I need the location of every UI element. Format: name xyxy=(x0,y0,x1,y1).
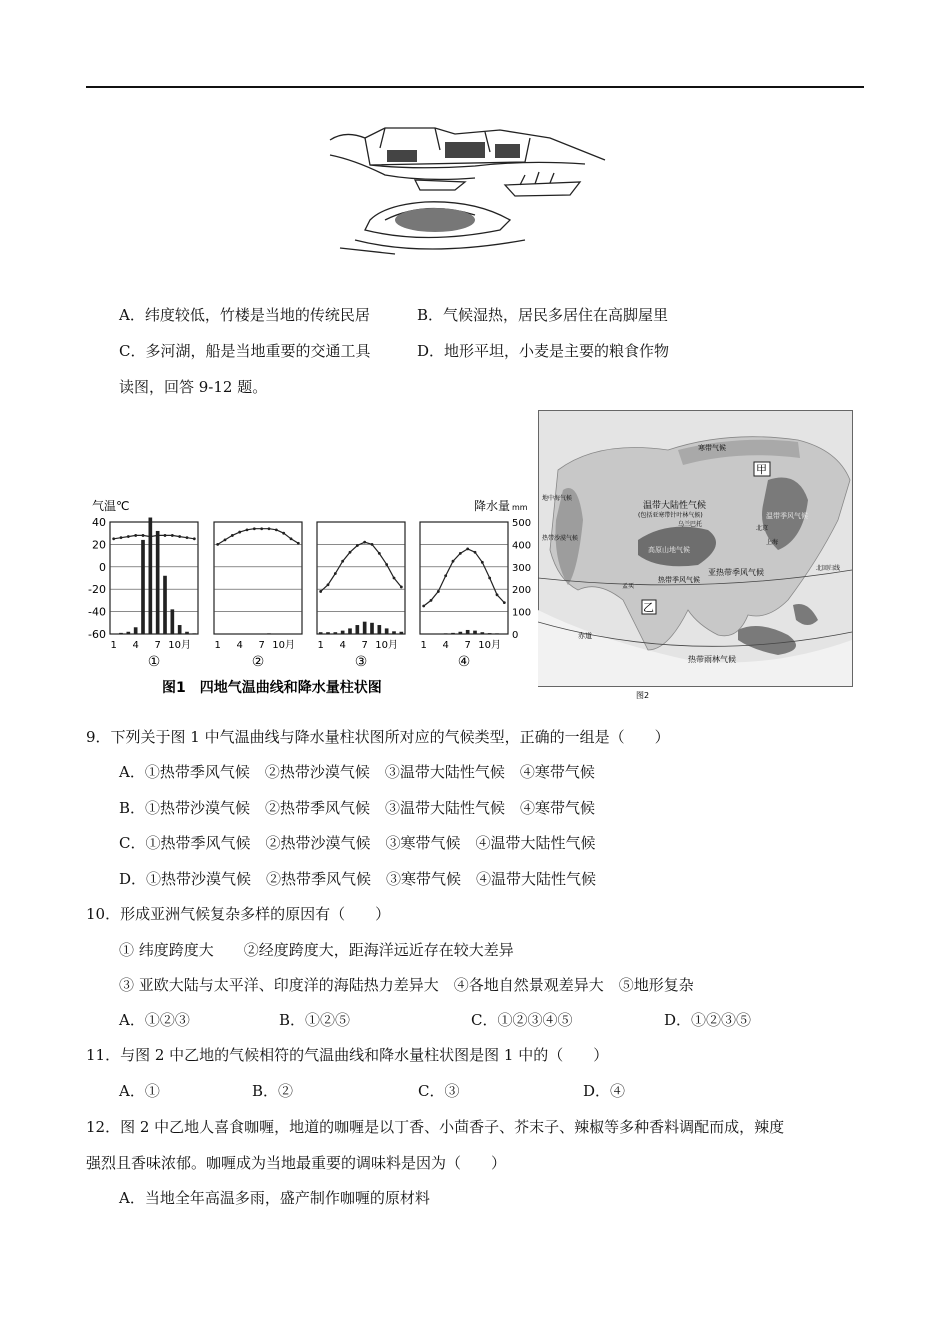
fig1-precip-bar xyxy=(119,633,123,634)
fig1-temp-point xyxy=(319,590,322,593)
fig1-panel-frame xyxy=(420,522,508,634)
fig1-temp-point xyxy=(327,583,330,586)
fig1-precip-bar xyxy=(156,531,160,634)
fig1-precip-bar xyxy=(326,632,330,634)
q11-option-a: A．① xyxy=(119,1082,160,1100)
fig1-temp-point xyxy=(466,547,469,550)
fig1-precip-tick: 0 xyxy=(512,630,519,641)
q9-option-c: C．①热带季风气候 ②热带沙漠气候 ③寒带气候 ④温带大陆性气候 xyxy=(119,834,596,852)
fig1-precip-bar xyxy=(466,630,470,634)
fig1-temp-point xyxy=(156,534,159,537)
figure-1-climographs xyxy=(86,480,532,702)
fig1-precip-bar xyxy=(370,623,374,634)
fig1-month-tick: 10月 xyxy=(272,640,296,651)
fig1-temp-point xyxy=(142,534,145,537)
fig1-precip-bar xyxy=(378,625,382,634)
fig1-temp-point xyxy=(171,534,174,537)
fig1-precip-bar xyxy=(451,633,455,634)
map-label-subtropical-monsoon: 亚热带季风气候 xyxy=(708,568,764,577)
fig1-panel-frame xyxy=(317,522,405,634)
fig1-month-tick: 1 xyxy=(110,640,117,651)
q8-option-d: D．地形平坦，小麦是主要的粮食作物 xyxy=(417,342,670,360)
map-label-cold-zone: 寒带气候 xyxy=(698,444,726,452)
fig1-precip-bar xyxy=(334,632,338,634)
fig1-temp-point xyxy=(282,532,285,535)
fig1-month-tick: 10月 xyxy=(478,640,502,651)
fig1-temp-tick: -40 xyxy=(88,605,106,619)
fig1-precip-bar xyxy=(385,628,389,634)
q10-option-d: D．①②③⑤ xyxy=(664,1011,752,1029)
fig1-temp-point xyxy=(363,541,366,544)
map-label-beijing: 北京 xyxy=(756,525,769,532)
fig1-precip-bar xyxy=(163,576,167,634)
q10-line-1: ① 纬度跨度大 ②经度跨度大，距海洋远近存在较大差异 xyxy=(119,941,514,959)
q11-stem: 11．与图 2 中乙地的气候相符的气温曲线和降水量柱状图是图 1 中的（ ） xyxy=(86,1046,609,1064)
q9-option-a: A．①热带季风气候 ②热带沙漠气候 ③温带大陆性气候 ④寒带气候 xyxy=(119,763,595,781)
q8-option-c: C．多河湖，船是当地重要的交通工具 xyxy=(119,342,371,360)
fig1-temp-line xyxy=(424,549,505,606)
fig1-precip-bar xyxy=(356,625,360,634)
fig1-panel-3 xyxy=(317,522,405,670)
map-label-shanghai: 上海 xyxy=(766,539,779,546)
fig1-panel-label: ① xyxy=(147,654,161,670)
fig1-month-tick: 1 xyxy=(420,640,427,651)
fig1-panel-frame xyxy=(110,522,198,634)
fig1-temp-point xyxy=(216,543,219,546)
fig1-temp-point xyxy=(371,543,374,546)
fig1-precip-bar xyxy=(319,632,323,634)
q12-stem-line-2: 强烈且香味浓郁。咖喱成为当地最重要的调味料是因为（ ） xyxy=(86,1154,507,1172)
fig1-temp-point xyxy=(481,561,484,564)
q11-option-c: C．③ xyxy=(418,1082,460,1100)
fig1-temp-tick: -20 xyxy=(88,583,106,597)
fig1-month-tick: 7 xyxy=(258,640,265,651)
fig1-precip-bar xyxy=(149,518,153,634)
fig1-month-tick: 4 xyxy=(442,640,449,651)
q9-option-d: D．①热带沙漠气候 ②热带季风气候 ③寒带气候 ④温带大陆性气候 xyxy=(119,870,597,888)
fig1-temp-point xyxy=(290,537,293,540)
map-label-rainforest: 热带雨林气候 xyxy=(688,655,736,664)
fig1-temp-point xyxy=(253,527,256,530)
fig1-temp-point xyxy=(496,593,499,596)
fig1-temp-point xyxy=(444,574,447,577)
q10-option-b: B．①②⑤ xyxy=(279,1011,351,1029)
fig1-panel-label: ③ xyxy=(354,654,368,670)
fig1-precip-bar xyxy=(141,540,145,634)
fig1-precip-bar xyxy=(400,632,404,634)
fig1-precip-bar xyxy=(363,622,367,634)
fig1-month-tick: 7 xyxy=(464,640,471,651)
fig1-temp-point xyxy=(503,601,506,604)
fig1-temp-point xyxy=(297,542,300,545)
fig1-precip-bar xyxy=(178,625,182,634)
map-label-temperate-sub: (包括亚寒带针叶林气候) xyxy=(638,512,703,519)
fig1-temp-point xyxy=(400,586,403,589)
fig1-temp-point xyxy=(164,534,167,537)
map-label-equator: 赤道 xyxy=(578,632,592,640)
fig1-precip-tick: 300 xyxy=(512,562,532,574)
q8-option-b: B．气候湿热，居民多居住在高脚屋里 xyxy=(417,306,669,324)
fig1-temp-tick: 40 xyxy=(92,516,106,529)
q8-option-a: A．纬度较低，竹楼是当地的传统民居 xyxy=(119,306,370,324)
fig1-precip-tick: 200 xyxy=(512,585,532,597)
fig1-temp-point xyxy=(120,536,123,539)
map-label-plateau: 高原山地气候 xyxy=(648,546,690,554)
fig1-panel-2 xyxy=(214,522,302,670)
fig1-panel-4 xyxy=(420,522,508,670)
fig1-temp-point xyxy=(430,599,433,602)
fig1-precip-bar xyxy=(341,631,345,634)
fig1-month-tick: 10月 xyxy=(168,640,192,651)
q12-stem-line-1: 12．图 2 中乙地人喜食咖喱，地道的咖喱是以丁香、小茴香子、芥末子、辣椒等多种香料调配而成，辣度 xyxy=(86,1118,785,1136)
fig1-precip-bar xyxy=(185,632,189,634)
fig1-precip-bar xyxy=(267,633,271,634)
fig1-panel-1 xyxy=(110,518,198,670)
fig1-precip-bar xyxy=(473,631,477,634)
fig1-month-tick: 1 xyxy=(317,640,324,651)
q10-option-a: A．①②③ xyxy=(119,1011,190,1029)
map-label-monsoon-temp: 温带季风气候 xyxy=(766,512,808,520)
fig1-temp-point xyxy=(178,535,181,538)
map-label-yi: 乙 xyxy=(643,601,654,614)
figure-2-asia-climate-map xyxy=(538,410,854,700)
fig1-temp-point xyxy=(260,527,263,530)
fig1-month-tick: 4 xyxy=(339,640,346,651)
map-label-temperate-continental: 温带大陆性气候 xyxy=(643,501,707,511)
q10-line-2: ③ 亚欧大陆与太平洋、印度洋的海陆热力差异大 ④各地自然景观差异大 ⑤地形复杂 xyxy=(119,976,694,994)
fig1-ylabel-left: 气温℃ xyxy=(92,499,130,513)
fig1-temp-point xyxy=(127,535,130,538)
map-label-ulaanbaatar: 乌兰巴托 xyxy=(678,521,703,528)
fig1-precip-bar xyxy=(459,632,463,634)
fig1-precip-bar xyxy=(171,609,175,634)
fig1-month-tick: 4 xyxy=(132,640,139,651)
fig1-precip-bar xyxy=(134,627,138,634)
fig1-month-tick: 1 xyxy=(214,640,221,651)
fig1-precip-bar xyxy=(193,633,197,634)
q9-option-b: B．①热带沙漠气候 ②热带季风气候 ③温带大陆性气候 ④寒带气候 xyxy=(119,799,596,817)
fig1-month-tick: 7 xyxy=(154,640,161,651)
fig1-unit-right: mm xyxy=(512,503,528,512)
fig1-precip-bar xyxy=(488,633,492,634)
fig1-precip-bar xyxy=(392,631,396,634)
map-label-jia: 甲 xyxy=(756,463,767,476)
fig1-temp-point xyxy=(422,605,425,608)
fig1-temp-point xyxy=(193,537,196,540)
fig1-temp-point xyxy=(186,536,189,539)
map-label-mengmai: 孟买 xyxy=(622,583,635,590)
fig1-temp-point xyxy=(488,577,491,580)
fig1-temp-point xyxy=(231,534,234,537)
fig1-precip-bar xyxy=(444,633,448,634)
q9-stem: 9．下列关于图 1 中气温曲线与降水量柱状图所对应的气候类型，正确的一组是（ ） xyxy=(86,728,670,746)
fig1-temp-point xyxy=(356,544,359,547)
fig1-precip-tick: 500 xyxy=(512,518,532,529)
fig1-panel-label: ② xyxy=(251,654,265,670)
map-label-tropical-monsoon: 热带季风气候 xyxy=(658,576,700,584)
q10-option-c: C．①②③④⑤ xyxy=(471,1011,573,1029)
fig1-precip-bar xyxy=(481,632,485,634)
fig1-temp-point xyxy=(437,590,440,593)
fig1-temp-point xyxy=(349,551,352,554)
header-rule xyxy=(86,86,864,88)
fig1-temp-tick: 0 xyxy=(99,560,106,574)
fig1-caption: 图1 四地气温曲线和降水量柱状图 xyxy=(162,680,382,696)
fig1-temp-point xyxy=(268,527,271,530)
fig1-precip-bar xyxy=(127,632,131,634)
fig1-precip-tick: 100 xyxy=(512,607,532,619)
q11-option-b: B．② xyxy=(252,1082,294,1100)
fig1-temp-point xyxy=(112,537,115,540)
fig1-temp-point xyxy=(341,560,344,563)
fig1-ylabel-right: 降水量 xyxy=(474,499,511,513)
fig1-temp-point xyxy=(378,552,381,555)
q12-option-a: A．当地全年高温多雨，盛产制作咖喱的原材料 xyxy=(119,1189,430,1207)
q11-option-d: D．④ xyxy=(583,1082,626,1100)
map-label-tropic: 北回归线 xyxy=(816,565,841,572)
fig1-month-tick: 10月 xyxy=(375,640,399,651)
fig2-caption: 图2 xyxy=(636,691,650,700)
fig1-precip-bar xyxy=(495,633,499,634)
q10-stem: 10．形成亚洲气候复杂多样的原因有（ ） xyxy=(86,905,391,923)
fig1-temp-point xyxy=(452,560,455,563)
fig1-precip-tick: 400 xyxy=(512,540,532,552)
fig1-panel-label: ④ xyxy=(457,654,471,670)
map-label-desert: 热带沙漠气候 xyxy=(542,535,579,542)
fig1-month-tick: 4 xyxy=(236,640,243,651)
fig1-temp-point xyxy=(246,528,249,531)
map-label-mediterranean: 地中海气候 xyxy=(542,495,573,502)
water-town-sketch xyxy=(325,120,610,265)
fig1-temp-point xyxy=(275,528,278,531)
fig1-temp-line xyxy=(114,535,195,538)
fig1-month-tick: 7 xyxy=(361,640,368,651)
read-prompt: 读图，回答 9-12 题。 xyxy=(119,378,268,396)
fig1-temp-tick: -60 xyxy=(88,628,106,641)
fig1-temp-point xyxy=(393,577,396,580)
fig1-temp-tick: 20 xyxy=(92,538,106,552)
fig1-temp-point xyxy=(459,552,462,555)
fig1-temp-point xyxy=(385,563,388,566)
fig1-temp-point xyxy=(224,539,227,542)
fig1-temp-point xyxy=(134,534,137,537)
fig1-temp-point xyxy=(238,531,241,534)
fig1-temp-point xyxy=(334,572,337,575)
fig1-temp-point xyxy=(149,535,152,538)
fig1-temp-line xyxy=(218,529,299,545)
fig1-precip-bar xyxy=(348,628,352,634)
fig1-temp-point xyxy=(474,551,477,554)
